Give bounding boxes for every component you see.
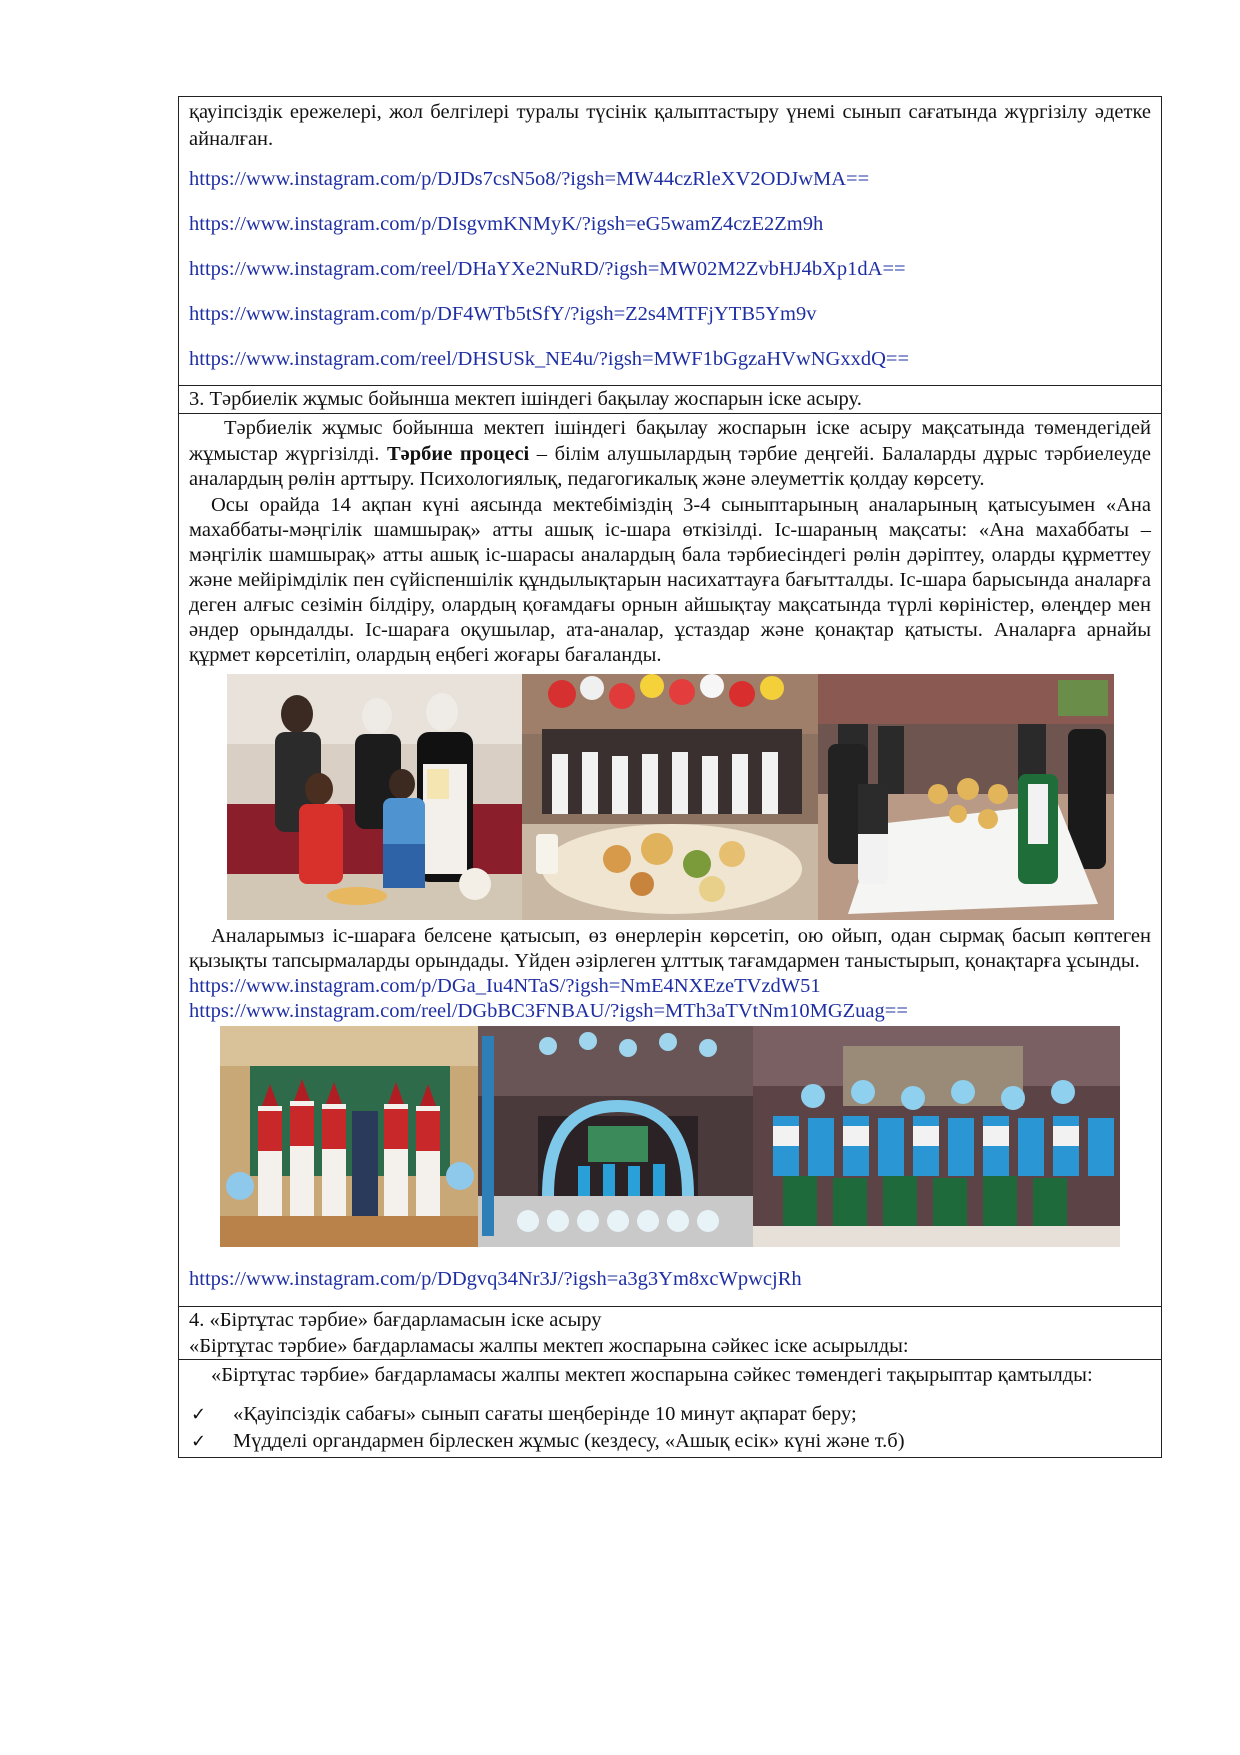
list-item (189, 1401, 1151, 1428)
check-mark-icon: ✓ (191, 1431, 207, 1452)
check-mark-icon: ✓ (191, 1404, 207, 1425)
photo-dastarkhan (818, 674, 1114, 920)
section4-body-cell (179, 1360, 1162, 1458)
table-row (179, 1307, 1162, 1360)
photo-children-group (753, 1026, 1120, 1247)
instagram-link[interactable]: https://www.instagram.com/p/DJDs7csN5o8/?igsh=MW44czRleXV2ODJwMA== (189, 168, 870, 190)
report-table (178, 96, 1162, 1458)
section3-paragraph: Осы орайда 14 ақпан күні аясында мектебіміздің 3-4 сыныптарының аналарының қатысуымен «Ана махаббаты-мәңгілік шамшырақ» атты ашық іс-шара өткізілді. Іс-шараның мақсаты: «Ана махаббаты – мәңгілік шамшырақ» атты ашық іс-шарасы аналардың бала тәрбиесіндегі рөлін дәріптеу, оларды құрметтеу және мейірімділік пен сүйіспеншілік құндылықтарын насихаттауға бағытталды. Іс-шара барысында аналарға деген алғыс сезімін білдіру, олардың қоғамдағы орнын айшықтау мақсатында түрлі көріністер, өлеңдер мен әндер орындалды. Іс-шараға оқушылар, ата-аналар, ұстаздар және қонақтар қатысты. Аналарға арнайы құрмет көрсетіліп, олардың еңбегі жоғары бағаланды. (189, 493, 1151, 666)
section4-list (189, 1401, 1151, 1455)
table-row (179, 414, 1162, 1307)
photo-dancers (220, 1026, 478, 1247)
list-item-text: Мүдделі органдармен бірлескен жұмыс (кездесу, «Ашық есік» күні және т.б) (233, 1430, 905, 1452)
section3-paragraph: Аналарымыз іс-шараға белсене қатысып, өз өнерлерін көрсетіп, ою ойып, одан сырмақ басып көптеген қызықты тапсырмаларды орындады. Үйден әзірлеген ұлттық тағамдармен таныстырып, қонақтарға ұсынды. (189, 924, 1151, 972)
photo-mothers-group (227, 674, 522, 920)
section3-heading-cell (179, 386, 1162, 414)
section4-subheading: «Біртұтас тәрбие» бағдарламасы жалпы мектеп жоспарына сәйкес іске асырылды: (189, 1335, 909, 1357)
section4-heading-cell (179, 1307, 1162, 1360)
list-item (189, 1428, 1151, 1455)
section3-heading: 3. Тәрбиелік жұмыс бойынша мектеп ішіндегі бақылау жоспарын іске асыру. (189, 388, 862, 410)
intro-links (189, 166, 1151, 373)
intro-cell (179, 97, 1162, 386)
section3-body-cell (179, 414, 1162, 1307)
bold-term: Тәрбие процесі (386, 442, 530, 465)
table-row (179, 386, 1162, 414)
intro-text: қауіпсіздік ережелері, жол белгілері туралы түсінік қалыптастыру үнемі сынып сағатында жүргізілу әдетке айналған. (189, 101, 1151, 150)
table-row (179, 97, 1162, 386)
paragraph-text: Тәрбиелік жұмыс бойынша мектеп ішіндегі бақылау жоспарын іске асыру мақсатында төмендегідей жұмыстар жүргізілді. (189, 417, 1151, 465)
section3-paragraph (189, 416, 1151, 493)
instagram-link[interactable]: https://www.instagram.com/reel/DHSUSk_NE4u/?igsh=MWF1bGgzaHVwNGxxdQ== (189, 348, 910, 370)
instagram-link[interactable]: https://www.instagram.com/p/DGa_Iu4NTaS/?igsh=NmE4NXEzeTVzdW51 (189, 974, 821, 997)
instagram-link[interactable]: https://www.instagram.com/reel/DGbBC3FNBAU/?igsh=MTh3aTVtNm10MGZuag== (189, 999, 908, 1022)
paragraph-text: – білім алушылардың тәрбие деңгейі. Балаларды дұрыс тәрбиелеуде аналардың рөлін арттыру. Психологиялық, педагогикалық және әлеуметтік қолдау көрсету. (189, 442, 1151, 490)
list-item-text: «Қауіпсіздік сабағы» сынып сағаты шеңберінде 10 минут ақпарат беру; (233, 1403, 857, 1425)
section4-paragraph: «Біртұтас тәрбие» бағдарламасы жалпы мектеп жоспарына сәйкес төмендегі тақырыптар қамтылды: (211, 1364, 1093, 1386)
instagram-link[interactable]: https://www.instagram.com/p/DF4WTb5tSfY/?igsh=Z2s4MTFjYTB5Ym9v (189, 303, 817, 325)
photo-row-performances (189, 1026, 1151, 1247)
instagram-link[interactable]: https://www.instagram.com/reel/DHaYXe2NuRD/?igsh=MW02M2ZvbHJ4bXp1dA== (189, 258, 906, 280)
photo-row-mothers (189, 674, 1151, 920)
instagram-link[interactable]: https://www.instagram.com/p/DDgvq34Nr3J/?igsh=a3g3Ym8xcWpwcjRh (189, 1267, 802, 1290)
table-row (179, 1360, 1162, 1458)
instagram-link[interactable]: https://www.instagram.com/p/DIsgvmKNMyK/?igsh=eG5wamZ4czE2Zm9h (189, 213, 824, 235)
section4-heading: 4. «Біртұтас тәрбие» бағдарламасын іске асыру (189, 1309, 602, 1331)
photo-stage-balloons (478, 1026, 753, 1247)
photo-table-children (522, 674, 818, 920)
